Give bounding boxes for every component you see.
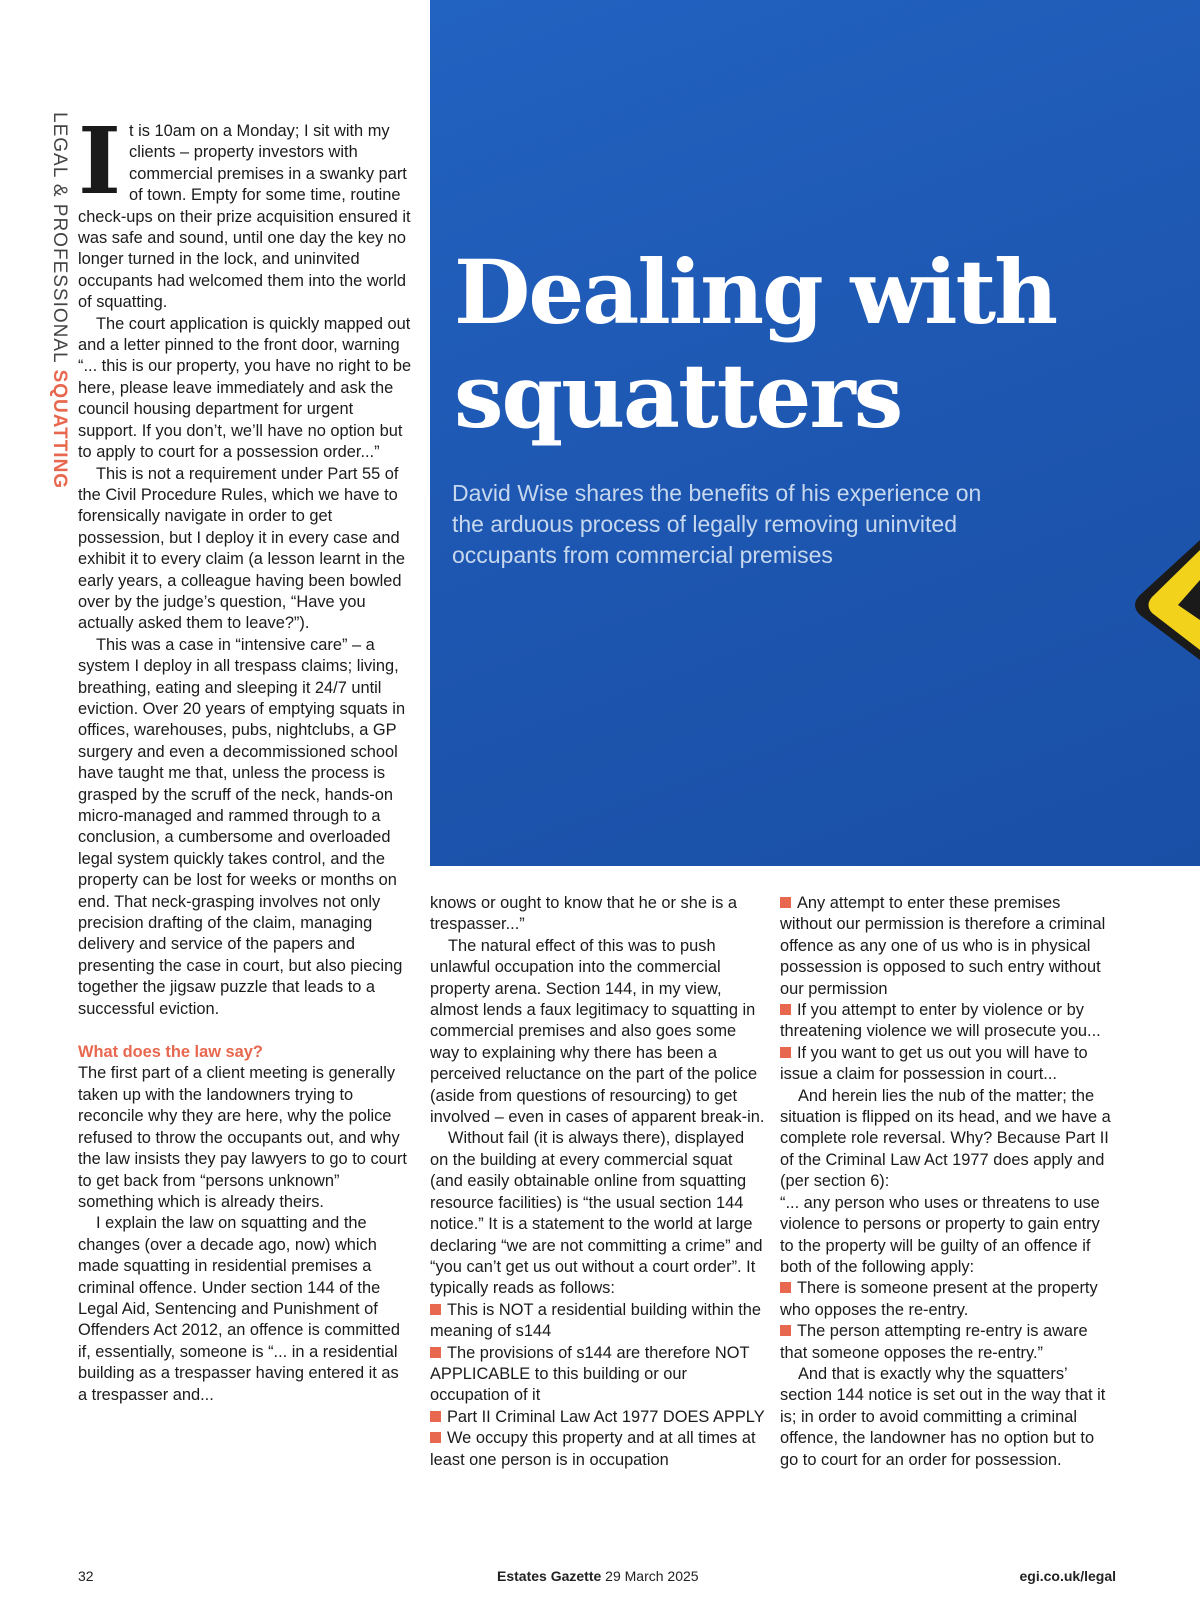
- list-item: The provisions of s144 are therefore NOT APPLICABLE to this building or our occupation of it: [430, 1343, 750, 1405]
- publication-name: Estates Gazette: [497, 1568, 602, 1584]
- paragraph: knows or ought to know that he or she is a trespasser...”: [430, 894, 738, 934]
- paragraph: The first part of a client meeting is generally taken up with the landowners trying to reconcile why they are here, why the police refused to throw the occupants out, and why the law insists they pay lawyers to go to court to get back from “persons unknown” something which is already theirs.: [78, 1064, 407, 1211]
- paragraph: The natural effect of this was to push unlawful occupation into the commercial property arena. Section 144, in my view, almost lends a faux legitimacy to squatting in commercial premises and also goes some way to explaining why there has been a perceived reluctance on the part of the police (aside from questions of resourcing) to get involved – even in cases of apparent break-in.: [430, 936, 765, 1127]
- paragraph: And that is exactly why the squatters’ section 144 notice is set out in the way that it is; in order to avoid committing a criminal offence, the landowner has no option but to go to court for an order for possession.: [780, 1364, 1106, 1469]
- article-column-3: [780, 893, 1115, 1471]
- paragraph: This is not a requirement under Part 55 of the Civil Procedure Rules, which we have to forensically navigate in order to get possession, but I deploy it in every case and exhibit it to every claim (a lesson learnt in the early years, a colleague having been bowled over by the judge’s question, “Have you actually asked them to leave?”).: [78, 464, 406, 633]
- list-item: If you want to get us out you will have to issue a claim for possession in court...: [780, 1043, 1088, 1084]
- notice-list: [430, 1300, 765, 1471]
- list-item: Any attempt to enter these premises without our permission is therefore a criminal offence as any one of us who is in physical possession is opposed to such entry without our permission: [780, 894, 1106, 998]
- paragraph: This was a case in “intensive care” – a system I deploy in all trespass claims; living, breathing, eating and sleeping it 24/7 until eviction. Over 20 years of emptying squats in offices, warehouses, pubs, nightclubs, a GP surgery and even a decommissioned school have taught me that, unless the process is grasped by the scruff of the neck, hands-on micro-managed and rammed through to a conclusion, a cumbersome and overloaded legal system quickly takes control, and the property can be lost for weeks or months on end. That neck-grasping involves not only precision drafting of the claim, managing delivery and service of the papers and presenting the case in court, but also piecing together the jigsaw puzzle that leads to a successful eviction.: [78, 635, 406, 1018]
- article-column-1: [78, 107, 412, 1406]
- article-column-2: [430, 893, 765, 1471]
- bullet-square-icon: [430, 1304, 441, 1315]
- bullet-square-icon: [780, 1004, 791, 1015]
- paragraph-text: t is 10am on a Monday; I sit with my clients – property investors with commercial premises in a swanky part of town. Empty for some time, routine check-ups on their prize acquisition ensured it was safe and sound, until one day the key no longer turned in the lock, and uninvited occupants had welcomed them into the world of squatting.: [78, 122, 411, 312]
- section-prefix: LEGAL & PROFESSIONAL: [49, 112, 70, 364]
- issue-date: 29 March 2025: [605, 1568, 699, 1584]
- quote-paragraph: “... any person who uses or threatens to use violence to persons or property to gain entry to the property will be guilty of an offence if both of the following apply:: [780, 1193, 1100, 1276]
- publication-info: [497, 1568, 699, 1584]
- page-number: 32: [78, 1568, 94, 1584]
- subheading: What does the law say?: [78, 1043, 263, 1062]
- notice-list-continued: [780, 893, 1115, 1086]
- website-link[interactable]: egi.co.uk/legal: [1019, 1568, 1116, 1584]
- paragraph: And herein lies the nub of the matter; the situation is flipped on its head, and we have a complete role reversal. Why? Because Part II of the Criminal Law Act 1977 does apply and (per section 6):: [780, 1086, 1111, 1191]
- article-title: Dealing with squatters: [454, 240, 1057, 448]
- section-label: [48, 112, 70, 489]
- bullet-square-icon: [430, 1432, 441, 1443]
- offence-conditions-list: [780, 1278, 1115, 1364]
- bullet-square-icon: [430, 1347, 441, 1358]
- bullet-square-icon: [780, 1325, 791, 1336]
- section-highlight: SQUATTING: [49, 369, 70, 490]
- list-item: This is NOT a residential building within the meaning of s144: [430, 1300, 761, 1341]
- list-item: Part II Criminal Law Act 1977 DOES APPLY: [430, 1407, 765, 1428]
- article-standfirst: David Wise shares the benefits of his experience on the arduous process of legally removing uninvited occupants from commercial premises: [452, 480, 982, 568]
- paragraph: I explain the law on squatting and the changes (over a decade ago, now) which made squatting in residential premises a criminal offence. Under section 144 of the Legal Aid, Sentencing and Punishment of Offenders Act 2012, an offence is committed if, essentially, someone is “... in a residential building as a trespasser having entered it as a trespasser and...: [78, 1214, 400, 1404]
- bullet-square-icon: [780, 1282, 791, 1293]
- list-item: There is someone present at the property who opposes the re-entry.: [780, 1279, 1098, 1319]
- list-item: The person attempting re-entry is aware that someone opposes the re-entry.”: [780, 1322, 1088, 1362]
- list-item: If you attempt to enter by violence or by threatening violence we will prosecute you...: [780, 1001, 1101, 1041]
- bullet-square-icon: [780, 1047, 791, 1058]
- bullet-square-icon: [780, 897, 791, 908]
- paragraph: [78, 107, 412, 314]
- drop-cap: I: [78, 107, 122, 215]
- hero-image: [430, 0, 1200, 866]
- paragraph: The court application is quickly mapped out and a letter pinned to the front door, warning “... this is our property, you have no right to be here, please leave immediately and ask the council housing department for urgent support. If you don’t, we’ll have no option but to apply to court for a possession order...”: [78, 314, 412, 462]
- list-item: We occupy this property and at all times at least one person is in occupation: [430, 1429, 756, 1469]
- road-sign-illustration: [1070, 520, 1200, 670]
- bullet-square-icon: [430, 1411, 441, 1422]
- paragraph: Without fail (it is always there), displayed on the building at every commercial squat (and easily obtainable online from squatting resource facilities) is “the usual section 144 notice.” It is a statement to the world at large declaring “we are not committing a crime” and “you can’t get us out without a court order”. It typically reads as follows:: [430, 1129, 763, 1298]
